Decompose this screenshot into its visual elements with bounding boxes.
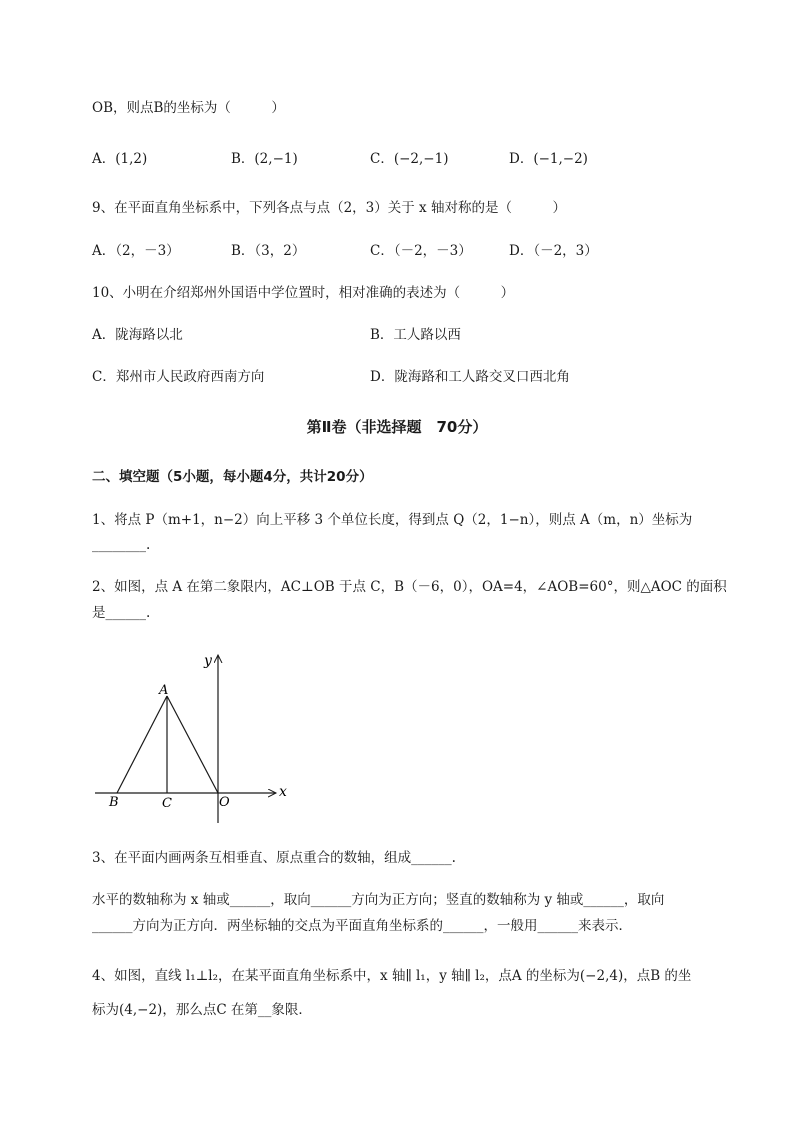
q9-option-b: B．（3，2）: [231, 243, 306, 259]
label-c: C: [162, 796, 172, 811]
fill-q3-line3: ______方向为正方向．两坐标轴的交点为平面直角坐标系的______，一般用______来表示．: [92, 918, 632, 934]
label-y: y: [204, 653, 212, 669]
label-b: B: [109, 795, 119, 810]
q8-option-a: A．(1,2): [92, 151, 148, 167]
fill-q4-line1: 4、如图，直线 l₁⊥l₂，在某平面直角坐标系中，x 轴∥ l₁，y 轴∥ l₂，点A 的坐标为(−2,4)，点B 的坐: [92, 968, 692, 984]
q8-stem-tail: OB，则点B的坐标为（ ）: [92, 100, 285, 116]
q10-option-c: C．郑州市人民政府西南方向: [92, 369, 265, 385]
q9-option-c: C．（－2，－3）: [370, 243, 472, 259]
q10-option-d: D．陇海路和工人路交叉口西北角: [370, 369, 570, 385]
section-title: 第Ⅱ卷（非选择题 70分）: [306, 418, 488, 436]
q8-option-c: C．(−2,−1): [370, 151, 449, 167]
fill-q1-line1: 1、将点 P（m+1，n−2）向上平移 3 个单位长度，得到点 Q（2，1−n），则点 A（m，n）坐标为: [92, 512, 693, 528]
fill-q4-line2: 标为(4,−2)，那么点C 在第__象限．: [92, 1002, 312, 1018]
label-a: A: [159, 683, 169, 698]
segment-ab: [117, 696, 167, 793]
fill-q1-line2: ________.: [92, 537, 151, 553]
q8-option-b: B．(2,−1): [231, 151, 298, 167]
q10-stem: 10、小明在介绍郑州外国语中学位置时，相对准确的表述为（ ）: [92, 285, 515, 301]
q9-option-d: D．（－2，3）: [509, 243, 598, 259]
q9-option-a: A．（2，－3）: [92, 243, 180, 259]
q10-option-b: B．工人路以西: [370, 327, 461, 343]
fill-q2-line1: 2、如图，点 A 在第二象限内，AC⊥OB 于点 C，B（－6，0），OA=4，∠AOB=60°，则△AOC 的面积: [92, 579, 727, 595]
label-o: O: [219, 795, 230, 810]
fill-q3-line2: 水平的数轴称为 x 轴或______，取向______方向为正方向；竖直的数轴称为 y 轴或______，取向: [92, 892, 665, 908]
q9-stem: 9、在平面直角坐标系中，下列各点与点（2，3）关于 x 轴对称的是（ ）: [92, 200, 566, 216]
segment-ao: [167, 696, 218, 793]
q8-option-d: D．(−1,−2): [509, 151, 588, 167]
fill-q3-line1: 3、在平面内画两条互相垂直、原点重合的数轴，组成______.: [92, 850, 456, 866]
triangle-figure: [90, 645, 300, 830]
label-x: x: [279, 784, 287, 800]
q10-option-a: A．陇海路以北: [92, 327, 183, 343]
fill-q2-line2: 是______.: [92, 605, 151, 621]
fill-blank-header: 二、填空题（5小题，每小题4分，共计20分）: [92, 469, 373, 485]
